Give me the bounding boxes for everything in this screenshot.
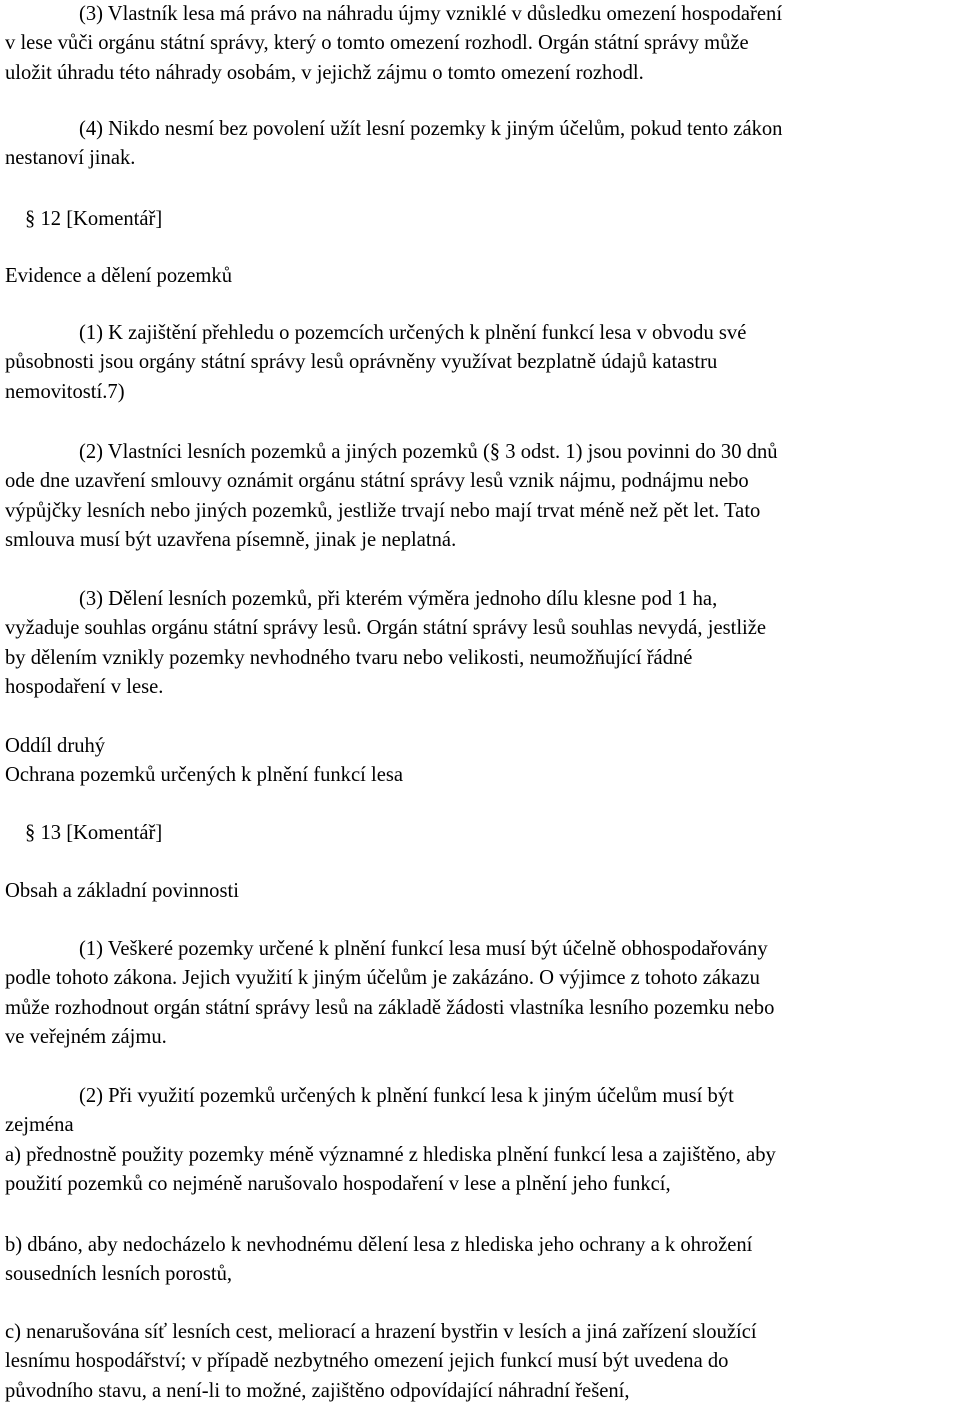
text-line: ode dne uzavření smlouvy oznámit orgánu státní správy lesů vznik nájmu, podnájmu nebo bbox=[5, 470, 749, 493]
section-heading[interactable]: § 13 [Komentář] bbox=[25, 822, 163, 844]
text-line: použití pozemků co nejméně narušovalo hospodaření v lese a plnění jeho funkcí, bbox=[5, 1173, 671, 1196]
text-line: by dělením vznikly pozemky nevhodného tvaru nebo velikosti, neumožňující řádné bbox=[5, 646, 693, 669]
text-line: nestanoví jinak. bbox=[5, 147, 136, 170]
section-12-title bbox=[5, 262, 232, 291]
section-title: Obsah a základní povinnosti bbox=[5, 880, 239, 902]
division-heading bbox=[5, 732, 403, 791]
text-line: v lese vůči orgánu státní správy, který o tomto omezení rozhodl. Orgán státní správy může bbox=[5, 32, 749, 55]
text-line: výpůjčky lesních nebo jiných pozemků, jestliže trvají nebo mají trvat méně než pět let. Tato bbox=[5, 499, 761, 522]
text-line: (1) Veškeré pozemky určené k plnění funkcí lesa musí být účelně obhospodařovány bbox=[79, 938, 768, 960]
text-line: c) nenarušována síť lesních cest, meliorací a hrazení bystřin v lesích a jiná zařízení sloužící bbox=[5, 1321, 757, 1343]
text-line: vyžaduje souhlas orgánu státní správy lesů. Orgán státní správy lesů souhlas nevydá, jestliže bbox=[5, 617, 767, 640]
text-line: uložit úhradu této náhrady osobám, v jejichž zájmu o tomto omezení rozhodl. bbox=[5, 61, 644, 84]
section-12-link[interactable] bbox=[5, 205, 162, 234]
text-line: (4) Nikdo nesmí bez povolení užít lesní pozemky k jiným účelům, pokud tento zákon bbox=[79, 118, 783, 140]
text-line: (2) Vlastníci lesních pozemků a jiných pozemků (§ 3 odst. 1) jsou povinni do 30 dnů bbox=[79, 441, 778, 463]
text-line: (3) Dělení lesních pozemků, při kterém výměra jednoho dílu klesne pod 1 ha, bbox=[79, 588, 718, 610]
list-item-a bbox=[5, 1141, 776, 1200]
text-line: nemovitostí.7) bbox=[5, 380, 125, 403]
text-line: sousedních lesních porostů, bbox=[5, 1263, 233, 1286]
text-line: podle tohoto zákona. Jejich využití k jiným účelům je zakázáno. O výjimce z tohoto zákazu bbox=[5, 967, 760, 990]
text-line: lesnímu hospodářství; v případě nezbytného omezení jejich funkcí musí být uvedena do bbox=[5, 1350, 729, 1373]
section-title: Evidence a dělení pozemků bbox=[5, 265, 233, 287]
text-line: a) přednostně použity pozemky méně významné z hlediska plnění funkcí lesa a zajištěno, aby bbox=[5, 1144, 776, 1166]
section-heading[interactable]: § 12 [Komentář] bbox=[25, 208, 163, 230]
paragraph-owner-compensation bbox=[5, 0, 782, 88]
section-13-link[interactable] bbox=[5, 819, 162, 848]
paragraph-other-use bbox=[5, 1082, 734, 1141]
paragraph-cadastre-data bbox=[5, 319, 746, 407]
list-item-b bbox=[5, 1231, 752, 1290]
paragraph-land-use-permission bbox=[5, 115, 782, 174]
text-line: (3) Vlastník lesa má právo na náhradu újmy vzniklé v důsledku omezení hospodaření bbox=[79, 3, 783, 25]
text-line: působnosti jsou orgány státní správy lesů oprávněny využívat bezplatně údajů katastru bbox=[5, 351, 718, 374]
paragraph-lease-notification bbox=[5, 438, 778, 555]
text-line: smlouva musí být uzavřena písemně, jinak je neplatná. bbox=[5, 528, 457, 551]
section-13-title bbox=[5, 877, 239, 906]
text-line: zejména bbox=[5, 1114, 74, 1137]
text-line: b) dbáno, aby nedocházelo k nevhodnému dělení lesa z hlediska jeho ochrany a k ohrožení bbox=[5, 1234, 753, 1256]
text-line: původního stavu, a není-li to možné, zajištěno odpovídající náhradní řešení, bbox=[5, 1379, 630, 1402]
paragraph-land-management bbox=[5, 935, 774, 1052]
division-title: Oddíl druhý bbox=[5, 735, 106, 757]
text-line: hospodaření v lese. bbox=[5, 675, 164, 698]
text-line: (2) Při využití pozemků určených k plnění funkcí lesa k jiným účelům musí být bbox=[79, 1085, 734, 1107]
division-subtitle: Ochrana pozemků určených k plnění funkcí lesa bbox=[5, 764, 403, 787]
text-line: ve veřejném zájmu. bbox=[5, 1025, 167, 1048]
text-line: (1) K zajištění přehledu o pozemcích určených k plnění funkcí lesa v obvodu své bbox=[79, 322, 747, 344]
paragraph-land-division bbox=[5, 585, 766, 702]
list-item-c bbox=[5, 1318, 757, 1406]
text-line: může rozhodnout orgán státní správy lesů na základě žádosti vlastníka lesního pozemku nebo bbox=[5, 996, 775, 1019]
